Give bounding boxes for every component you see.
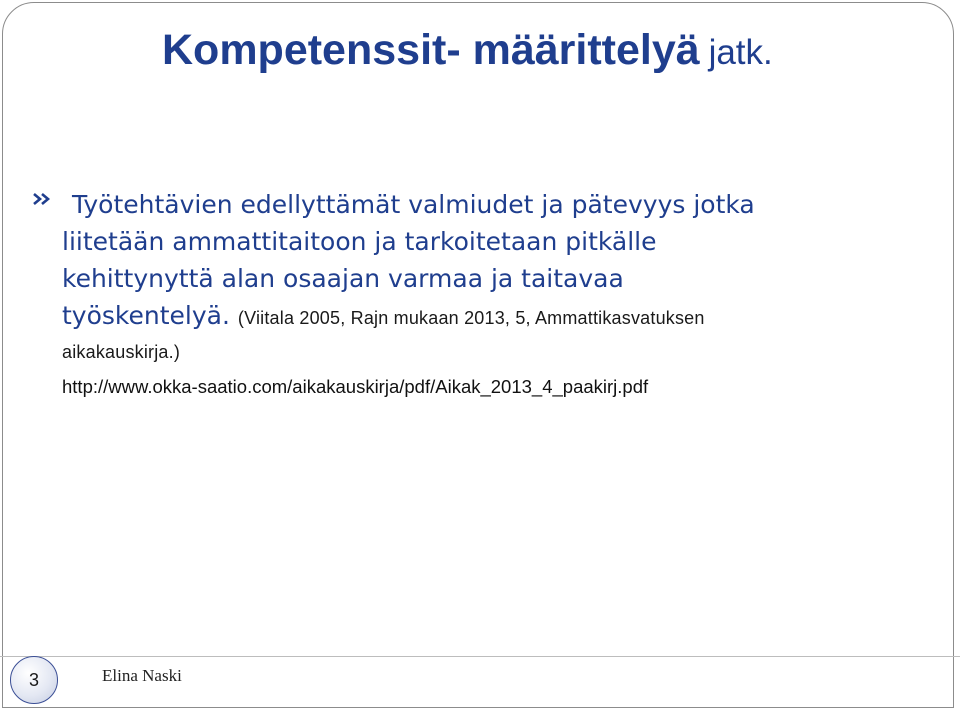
footer-divider bbox=[0, 656, 960, 657]
paragraph-line-4-text: työskentelyä. bbox=[62, 301, 230, 330]
paragraph-line-1: Työtehtävien edellyttämät valmiudet ja pätevyys jotka bbox=[72, 190, 755, 219]
paragraph-line-3: kehittynyttä alan osaajan varmaa ja taitavaa bbox=[62, 264, 624, 293]
title-main: Kompetenssit- määrittelyä bbox=[162, 26, 700, 74]
footer-author: Elina Naski bbox=[102, 666, 182, 685]
citation-part-1: (Viitala 2005, Rajn mukaan 2013, 5, Ammattikasvatuksen bbox=[237, 308, 705, 328]
bullet-paragraph bbox=[62, 186, 922, 365]
paragraph-line-4 bbox=[62, 297, 922, 337]
page-number-badge bbox=[10, 656, 58, 704]
paragraph-line-2: liitetään ammattitaitoon ja tarkoitetaan pitkälle bbox=[62, 227, 657, 256]
double-chevron-bullet-icon bbox=[22, 186, 62, 226]
source-url[interactable]: http://www.okka-saatio.com/aikakauskirja/pdf/Aikak_2013_4_paakirj.pdf bbox=[62, 376, 649, 397]
slide-title bbox=[162, 22, 773, 81]
citation-part-2: aikakauskirja.) bbox=[62, 342, 181, 362]
page-number: 3 bbox=[28, 669, 39, 690]
title-suffix: jatk. bbox=[708, 33, 773, 72]
